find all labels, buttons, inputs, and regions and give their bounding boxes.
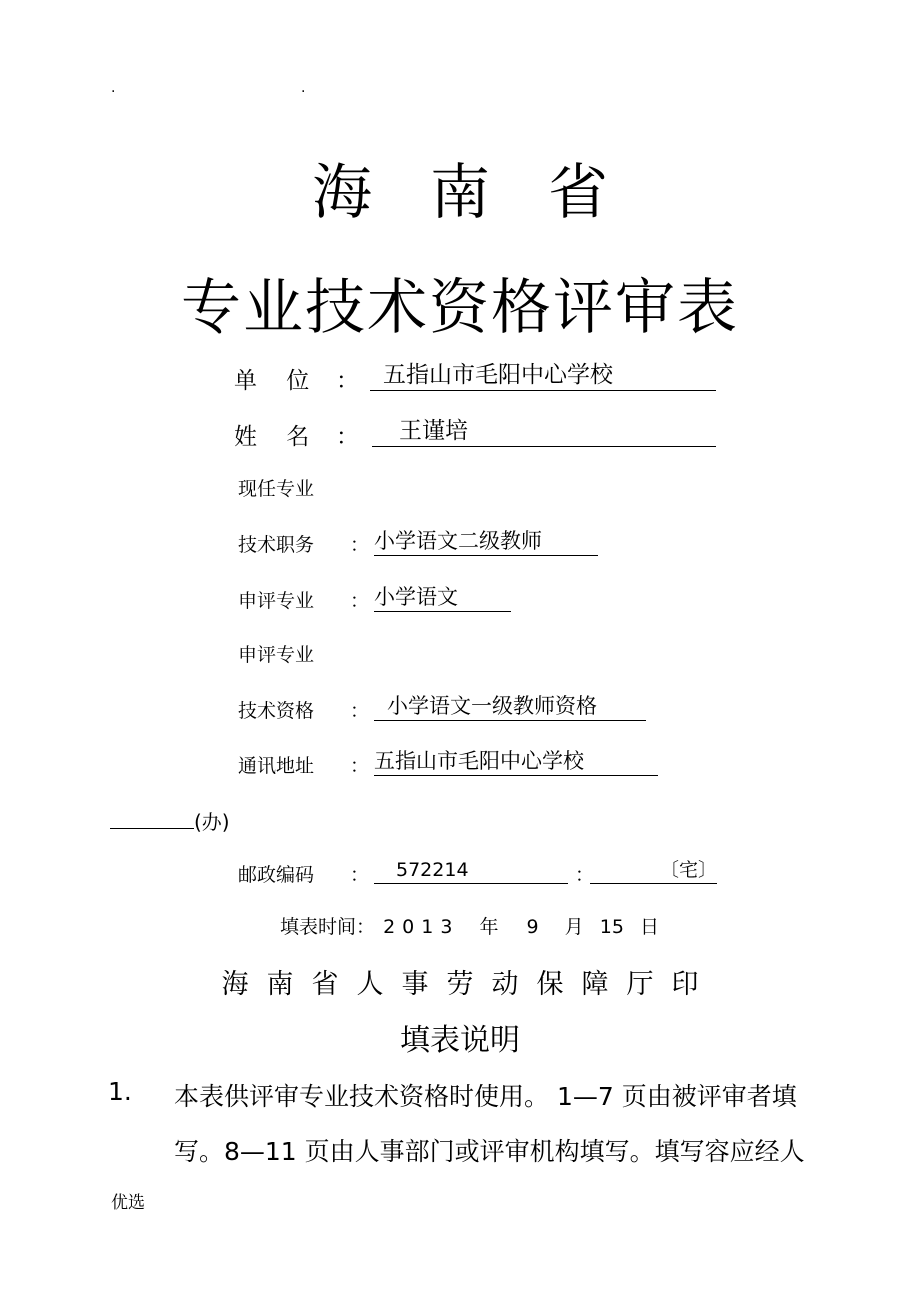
instruction-line-2: 写。8—11 页由人事部门或评审机构填写。填写容应经人 [174,1137,805,1166]
apply-major-label: 申评专业 [238,590,315,612]
name-value: 王谨培 [372,416,716,447]
postal-value: 572214 [374,857,568,884]
apply-qual-colon: ： [350,700,370,722]
current-label-line1: 现任专业 [238,478,315,500]
current-colon: ： [350,534,370,556]
apply-major-value: 小学语文 [374,583,511,612]
unit-value: 五指山市毛阳中心学校 [370,360,716,391]
instruction-item-number: 1. [108,1077,132,1106]
current-label-line2: 技术职务 [238,534,315,556]
current-value: 小学语文二级教师 [374,527,598,556]
unit-colon: ： [336,368,359,394]
form-title: 专业技术资格评审表 [181,273,739,343]
fill-date-day: 15 [599,916,624,938]
header-dot-right: . [301,80,306,96]
province-title: 海南省 [312,158,666,228]
unit-label: 单 位 [234,368,310,394]
header-dot-left: . [111,80,116,96]
address-colon: ： [350,755,370,777]
footer-text: 优选 [111,1193,145,1213]
address-value: 五指山市毛阳中心学校 [374,747,658,776]
postal-label: 邮政编码 [238,864,315,886]
home-suffix: 〔宅〕 [659,859,717,881]
issuer-line: 海南省人事劳动保障厅印 [221,969,717,1000]
apply-qual-label-line2: 技术资格 [238,700,315,722]
postal-colon: ： [350,864,370,886]
address-label: 通讯地址 [238,755,315,777]
instructions-title: 填表说明 [400,1023,520,1058]
home-phone-field [590,857,717,884]
fill-date-day-unit: 日 [639,916,659,938]
office-suffix: (办) [194,810,230,834]
fill-date-month: 9 [526,916,539,938]
fill-date-month-unit: 月 [564,916,584,938]
name-colon: ： [336,424,359,450]
instruction-line-1: 本表供评审专业技术资格时使用。 1—7 页由被评审者填 [174,1082,797,1111]
apply-qual-label-line1: 申评专业 [238,644,315,666]
office-phone-blank [110,828,194,829]
name-label: 姓 名 [234,424,310,450]
fill-date-label: 填表时间： [280,916,376,938]
fill-date-year-unit: 年 [479,916,499,938]
home-colon: ： [575,864,595,886]
fill-date-year: 2013 [383,916,460,938]
fill-date [280,912,659,939]
apply-qual-value: 小学语文一级教师资格 [374,692,646,721]
apply-major-colon: ： [350,590,370,612]
